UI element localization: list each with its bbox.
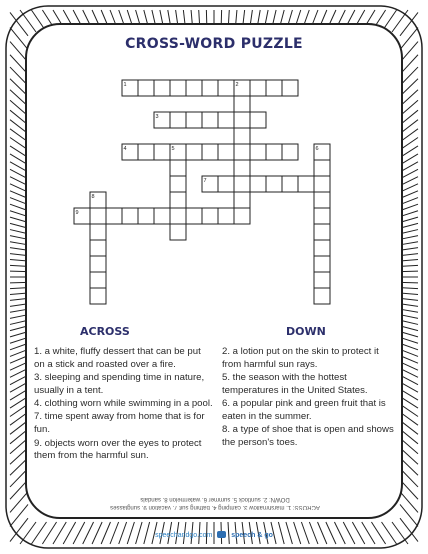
grid-number: 1: [123, 82, 127, 88]
grid-cell[interactable]: [282, 144, 298, 160]
grid-cell[interactable]: [170, 192, 186, 208]
grid-cell[interactable]: [90, 288, 106, 304]
grid-number: 5: [171, 146, 175, 152]
down-clue-6: 6. a popular pink and green fruit that is eaten in the summer.: [222, 398, 386, 422]
across-clue-3: 3. sleeping and spending time in nature, usually in a tent.: [34, 372, 205, 396]
grid-number: 7: [203, 178, 207, 184]
grid-cell[interactable]: [90, 240, 106, 256]
grid-cell[interactable]: [202, 80, 218, 96]
grid-cell[interactable]: [138, 144, 154, 160]
grid-cell[interactable]: [314, 288, 330, 304]
answer-key: [60, 495, 370, 511]
across-clue-4: 4. clothing worn while swimming in a pool.: [34, 398, 213, 410]
footer-brand: speech & go: [231, 532, 273, 539]
grid-cell[interactable]: [234, 208, 250, 224]
grid-cell[interactable]: [250, 144, 266, 160]
grid-cell[interactable]: [250, 80, 266, 96]
grid-cell[interactable]: [122, 208, 138, 224]
grid-cell[interactable]: [170, 112, 186, 128]
grid-cell[interactable]: [170, 160, 186, 176]
grid-number: 8: [91, 194, 95, 200]
down-clues: [222, 346, 394, 450]
across-clue-1: 1. a white, fluffy dessert that can be put on a stick and roasted over a fire.: [34, 346, 201, 370]
grid-number: 2: [235, 82, 239, 88]
grid-cell[interactable]: [314, 224, 330, 240]
grid-cell[interactable]: [170, 176, 186, 192]
grid-cell[interactable]: [314, 192, 330, 208]
grid-number: 9: [75, 210, 79, 216]
footer-site-link[interactable]: speechandgo.com: [155, 532, 213, 539]
grid-cell[interactable]: [202, 208, 218, 224]
grid-cell[interactable]: [218, 208, 234, 224]
grid-cell[interactable]: [218, 176, 234, 192]
grid-cell[interactable]: [234, 176, 250, 192]
down-clue-8: 8. a type of shoe that is open and shows the person's toes.: [222, 424, 394, 449]
grid-cell[interactable]: [314, 160, 330, 176]
grid-cell[interactable]: [314, 176, 330, 192]
grid-cell[interactable]: [314, 240, 330, 256]
answer-key-across: ACROSS: 1. marshmallow 3. camping 4. bathing suit 7. vacation 9. sunglasses: [110, 504, 320, 510]
grid-cell[interactable]: [234, 112, 250, 128]
grid-cell[interactable]: [298, 176, 314, 192]
footer: [0, 531, 428, 539]
grid-cell[interactable]: [170, 208, 186, 224]
down-clue-5: 5. the season with the hottest temperatures in the United States.: [222, 372, 368, 396]
grid-cell[interactable]: [218, 112, 234, 128]
grid-cell[interactable]: [234, 144, 250, 160]
grid-cell[interactable]: [234, 128, 250, 144]
across-clues: [34, 346, 214, 464]
grid-cell[interactable]: [266, 80, 282, 96]
across-clue-7: 7. time spent away from home that is for fun.: [34, 411, 205, 436]
grid-cell[interactable]: [282, 176, 298, 192]
grid-cell[interactable]: [90, 272, 106, 288]
grid-cell[interactable]: [266, 144, 282, 160]
down-heading: DOWN: [286, 325, 326, 338]
grid-cell[interactable]: [90, 224, 106, 240]
grid-cell[interactable]: [186, 208, 202, 224]
grid-cell[interactable]: [314, 208, 330, 224]
grid-number: 4: [123, 146, 127, 152]
grid-cell[interactable]: [282, 80, 298, 96]
grid-number: 6: [315, 146, 319, 152]
grid-cell[interactable]: [154, 80, 170, 96]
grid-cell[interactable]: [170, 80, 186, 96]
grid-cell[interactable]: [106, 208, 122, 224]
grid-cell[interactable]: [138, 80, 154, 96]
grid-cell[interactable]: [170, 224, 186, 240]
grid-cell[interactable]: [186, 80, 202, 96]
grid-cell[interactable]: [90, 256, 106, 272]
grid-cell[interactable]: [234, 96, 250, 112]
answer-key-down: DOWN: 2. suntlock 5. summer 6. watermelon 8. sandals: [140, 496, 290, 502]
grid-cell[interactable]: [154, 144, 170, 160]
grid-cell[interactable]: [186, 112, 202, 128]
grid-cell[interactable]: [202, 112, 218, 128]
speech-bubble-icon: [217, 531, 226, 538]
grid-cell[interactable]: [250, 176, 266, 192]
grid-cell[interactable]: [138, 208, 154, 224]
grid-cell[interactable]: [90, 208, 106, 224]
grid-number: 3: [155, 114, 159, 120]
across-clue-9: 9. objects worn over the eyes to protect them from the harmful sun.: [34, 437, 202, 462]
grid-cell[interactable]: [202, 144, 218, 160]
grid-cell[interactable]: [266, 176, 282, 192]
page-title: CROSS-WORD PUZZLE: [125, 36, 303, 52]
grid-cell[interactable]: [218, 144, 234, 160]
grid-cell[interactable]: [314, 272, 330, 288]
grid-cell[interactable]: [250, 112, 266, 128]
grid-cell[interactable]: [234, 160, 250, 176]
grid-cell[interactable]: [186, 144, 202, 160]
grid-cell[interactable]: [154, 208, 170, 224]
across-heading: ACROSS: [80, 325, 130, 338]
grid-cell[interactable]: [314, 256, 330, 272]
grid-cell[interactable]: [234, 192, 250, 208]
down-clue-2: 2. a lotion put on the skin to protect it from harmful sun rays.: [222, 346, 379, 370]
grid-cell[interactable]: [218, 80, 234, 96]
